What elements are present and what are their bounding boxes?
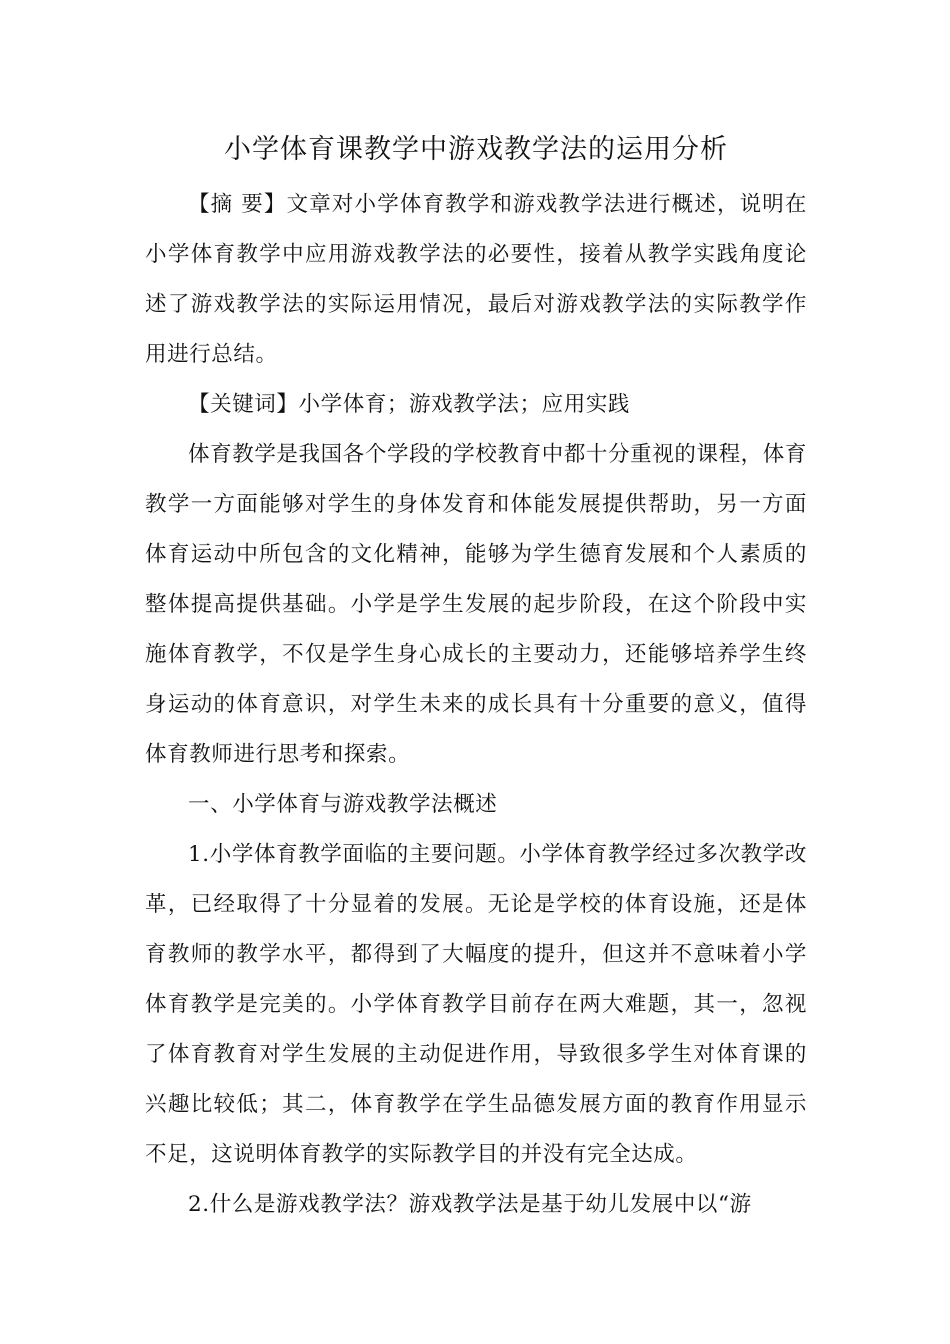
keywords-label: 【关键词】: [188, 392, 299, 417]
document-title: 小学体育课教学中游戏教学法的运用分析: [224, 134, 728, 165]
section-paragraph-2: 2.什么是游戏教学法？游戏教学法是基于幼儿发展中以“游: [188, 1192, 752, 1217]
section-heading: 一、小学体育与游戏教学法概述: [188, 792, 498, 817]
keywords-text: 小学体育；游戏教学法；应用实践: [298, 392, 631, 417]
section-paragraph-1: 1.小学体育教学面临的主要问题。小学体育教学经过多次教学改革，已经取得了十分显着的发展。无论是学校的体育设施，还是体育教师的教学水平，都得到了大幅度的提升，但这并不意味着小学体育教学是完美的。小学体育教学目前存在两大难题，其一，忽视了体育教育对学生发展的主动促进作用，导致很多学生对体育课的兴趣比较低；其二，体育教学在学生品德发展方面的教育作用显示不足，这说明体育教学的实际教学目的并没有完全达成。: [145, 842, 807, 1167]
keywords-paragraph: [145, 380, 807, 430]
abstract-paragraph: [145, 180, 807, 380]
abstract-label: 【摘 要】: [188, 192, 287, 217]
intro-paragraph: 体育教学是我国各个学段的学校教育中都十分重视的课程，体育教学一方面能够对学生的身体发育和体能发展提供帮助，另一方面体育运动中所包含的文化精神，能够为学生德育发展和个人素质的整体提高提供基础。小学是学生发展的起步阶段，在这个阶段中实施体育教学，不仅是学生身心成长的主要动力，还能够培养学生终身运动的体育意识，对学生未来的成长具有十分重要的意义，值得体育教师进行思考和探索。: [145, 442, 807, 767]
document-page: [145, 130, 807, 1230]
abstract-text: 文章对小学体育教学和游戏教学法进行概述，说明在小学体育教学中应用游戏教学法的必要性，接着从教学实践角度论述了游戏教学法的实际运用情况，最后对游戏教学法的实际教学作用进行总结。: [145, 192, 807, 367]
